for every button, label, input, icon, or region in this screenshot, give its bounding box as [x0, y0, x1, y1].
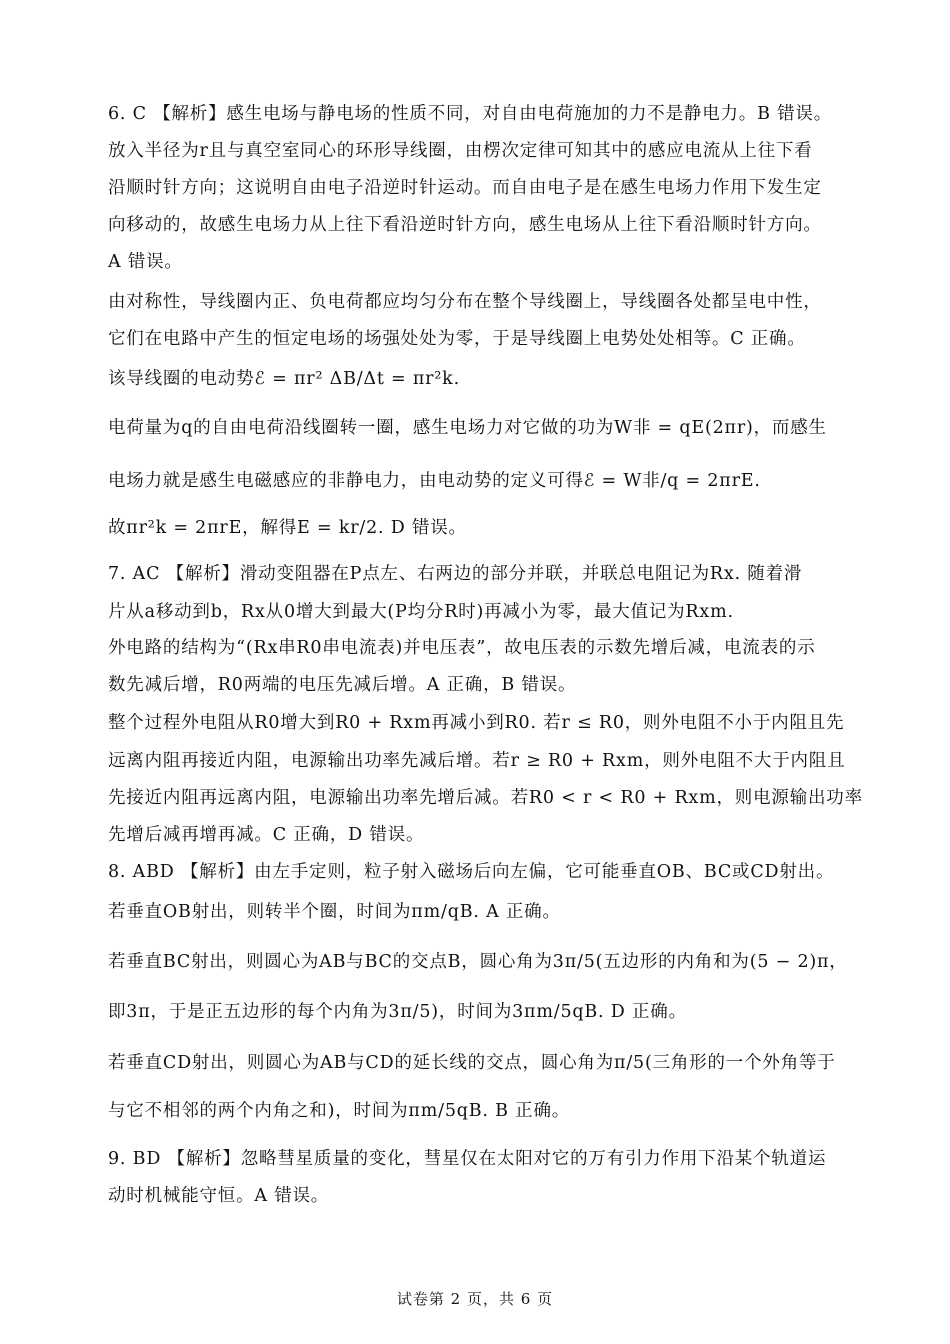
page-footer: 试卷第 2 页，共 6 页	[396, 1290, 554, 1308]
emf-formula-line: 该导线圈的电动势ℰ = πr² ΔB/Δt = πr²k.	[108, 369, 460, 389]
text-line: A 错误。	[108, 252, 183, 272]
text-line: 向移动的，故感生电场力从上往下看沿逆时针方向，感生电场从上往下看沿顺时针方向。	[108, 215, 822, 235]
text-line: 片从a移动到b，Rx从0增大到最大(P均分R时)再减小为零，最大值记为Rxm.	[108, 602, 734, 622]
text-line: 若垂直OB射出，则转半个圈，时间为πm/qB. A 正确。	[108, 902, 561, 922]
text-line: 由对称性，导线圈内正、负电荷都应均匀分布在整个导线圈上，导线圈各处都呈电中性，	[108, 292, 822, 312]
text-line: 动时机械能守恒。A 错误。	[108, 1186, 330, 1206]
text-line: 外电路的结构为“(Rx串R0串电流表)并电压表”，故电压表的示数先增后减，电流表的示	[108, 638, 816, 658]
text-line: 电荷量为q的自由电荷沿线圈转一圈，感生电场力对它做的功为W非 = qE(2πr)，而感生	[108, 418, 827, 438]
text-line: 电场力就是感生电磁感应的非静电力，由电动势的定义可得ℰ = W非/q = 2πrE.	[108, 471, 761, 491]
text-line: 放入半径为r且与真空室同心的环形导线圈，由楞次定律可知其中的感应电流从上往下看	[108, 141, 813, 161]
text-line: 7. AC 【解析】滑动变阻器在P点左、右两边的部分并联，并联总电阻记为Rx. 随着滑	[108, 564, 803, 584]
text-line: 8. ABD 【解析】由左手定则，粒子射入磁场后向左偏，它可能垂直OB、BC或CD射出。	[108, 862, 835, 882]
text-line: 故πr²k = 2πrE，解得E = kr/2. D 错误。	[108, 518, 467, 538]
text-line: 远离内阻再接近内阻，电源输出功率先减后增。若r ≥ R0 + Rxm，则外电阻不大于内阻且	[108, 751, 846, 771]
text-line: 先接近内阻再远离内阻，电源输出功率先增后减。若R0 < r < R0 + Rxm，则电源输出功率	[108, 788, 863, 808]
text-line: 若垂直BC射出，则圆心为AB与BC的交点B，圆心角为3π/5(五边形的内角和为(5 − 2)π，	[108, 952, 848, 972]
text-line: 9. BD 【解析】忽略彗星质量的变化，彗星仅在太阳对它的万有引力作用下沿某个轨道运	[108, 1149, 827, 1169]
text-line: 数先减后增，R0两端的电压先减后增。A 正确，B 错误。	[108, 675, 577, 695]
text-line: 沿顺时针方向；这说明自由电子沿逆时针运动。而自由电子是在感生电场力作用下发生定	[108, 178, 822, 198]
text-line: 若垂直CD射出，则圆心为AB与CD的延长线的交点，圆心角为π/5(三角形的一个外角等于	[108, 1053, 836, 1073]
text-line: 6. C 【解析】感生电场与静电场的性质不同，对自由电荷施加的力不是静电力。B 错误。	[108, 104, 833, 124]
text-line: 即3π，于是正五边形的每个内角为3π/5)，时间为3πm/5qB. D 正确。	[108, 1002, 687, 1022]
text-line: 整个过程外电阻从R0增大到R0 + Rxm再减小到R0. 若r ≤ R0，则外电阻不小于内阻且先	[108, 713, 845, 733]
text-line: 与它不相邻的两个内角之和)，时间为πm/5qB. B 正确。	[108, 1101, 571, 1121]
text-line: 先增后减再增再减。C 正确，D 错误。	[108, 825, 425, 845]
text-line: 它们在电路中产生的恒定电场的场强处处为零，于是导线圈上电势处处相等。C 正确。	[108, 329, 806, 349]
